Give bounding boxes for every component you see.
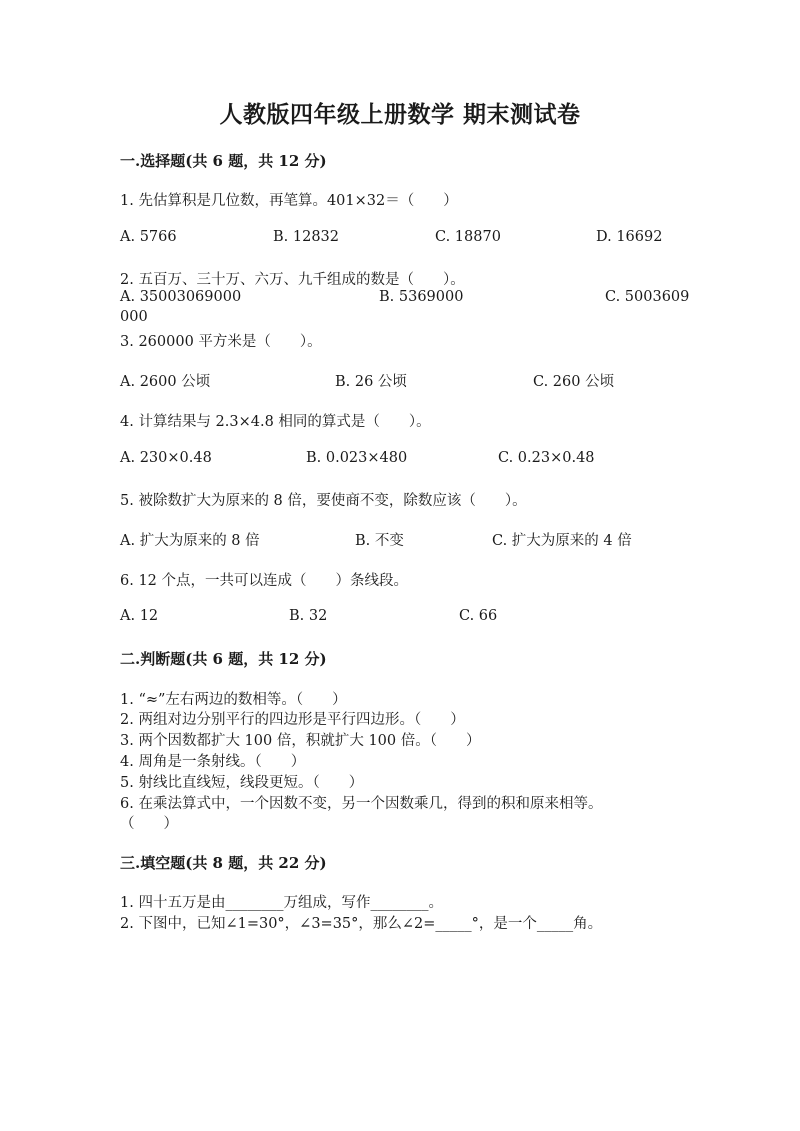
judgment-item: 5. 射线比直线短，线段更短。（ ） xyxy=(120,775,364,791)
fill-item: 2. 下图中，已知∠1=30°，∠3=35°，那么∠2=_____°，是一个_____角。 xyxy=(120,916,603,932)
option-c: C. 扩大为原来的 4 倍 xyxy=(492,533,632,549)
option-b: B. 不变 xyxy=(355,533,404,549)
fill-item: 1. 四十五万是由________万组成，写作________。 xyxy=(120,895,443,911)
option-b: B. 26 公顷 xyxy=(335,374,407,390)
judgment-item-wrap: （ ） xyxy=(120,816,178,832)
option-b: B. 32 xyxy=(289,608,328,624)
question-stem: 3. 260000 平方米是（ ）。 xyxy=(120,334,322,350)
section-heading-choice: 一.选择题(共 6 题，共 12 分) xyxy=(120,152,327,170)
option-c: C. 18870 xyxy=(435,229,501,245)
judgment-item: 6. 在乘法算式中，一个因数不变，另一个因数乘几，得到的积和原来相等。 xyxy=(120,796,603,812)
judgment-item: 1. “≈”左右两边的数相等。（ ） xyxy=(120,692,347,708)
option-a: A. 5766 xyxy=(120,229,177,245)
page-title: 人教版四年级上册数学 期末测试卷 xyxy=(219,101,581,128)
question-stem: 6. 12 个点，一共可以连成（ ）条线段。 xyxy=(120,573,409,589)
judgment-item: 4. 周角是一条射线。（ ） xyxy=(120,754,306,770)
option-a: A. 12 xyxy=(120,608,159,624)
option-a: A. 2600 公顷 xyxy=(120,374,211,390)
judgment-item: 2. 两组对边分别平行的四边形是平行四边形。（ ） xyxy=(120,712,465,728)
section-heading-fill: 三.填空题(共 8 题，共 22 分) xyxy=(120,854,327,872)
option-c: C. 260 公顷 xyxy=(533,374,615,390)
option-b: B. 12832 xyxy=(273,229,340,245)
judgment-item: 3. 两个因数都扩大 100 倍，积就扩大 100 倍。（ ） xyxy=(120,733,481,749)
option-b: B. 0.023×480 xyxy=(306,450,408,466)
option-d: D. 16692 xyxy=(596,229,663,245)
question-stem: 4. 计算结果与 2.3×4.8 相同的算式是（ ）。 xyxy=(120,414,431,430)
option-b: B. 5369000 xyxy=(379,289,464,305)
option-c-wrap: 000 xyxy=(120,309,148,325)
option-c: C. 66 xyxy=(459,608,498,624)
question-stem: 5. 被除数扩大为原来的 8 倍，要使商不变，除数应该（ ）。 xyxy=(120,493,527,509)
option-c: C. 5003609 xyxy=(605,289,690,305)
option-c: C. 0.23×0.48 xyxy=(498,450,595,466)
section-heading-judgment: 二.判断题(共 6 题，共 12 分) xyxy=(120,650,327,668)
option-a: A. 230×0.48 xyxy=(120,450,212,466)
question-stem: 1. 先估算积是几位数，再笔算。401×32＝（ ） xyxy=(120,193,458,209)
option-a: A. 35003069000 xyxy=(120,289,242,305)
question-stem: 2. 五百万、三十万、六万、九千组成的数是（ ）。 xyxy=(120,272,465,288)
option-a: A. 扩大为原来的 8 倍 xyxy=(120,533,260,549)
